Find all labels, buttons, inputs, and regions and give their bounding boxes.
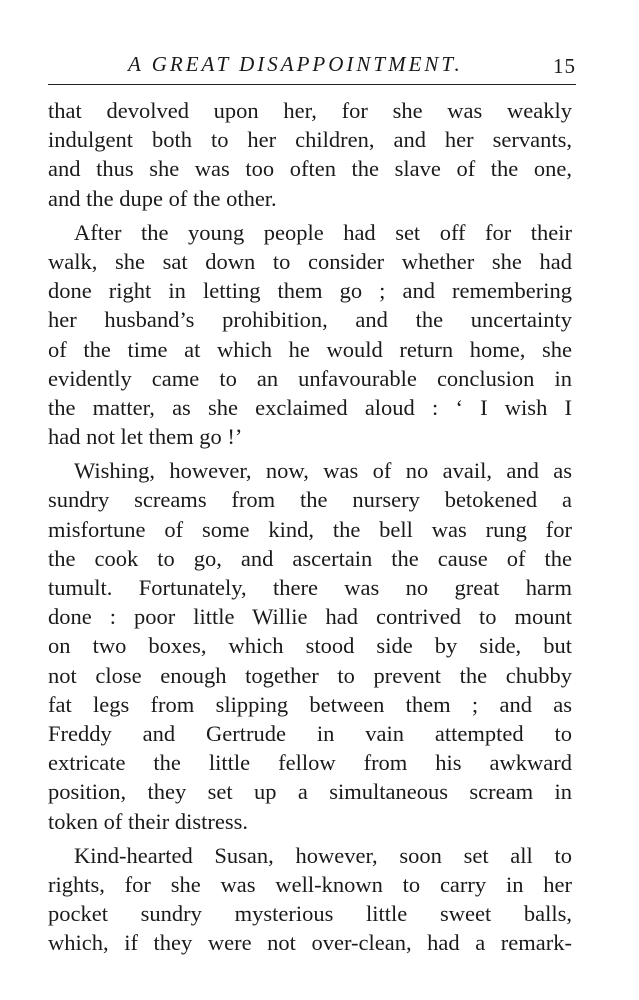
text-line: position, they set up a simultaneous scream in bbox=[48, 779, 572, 805]
text-line: her husband’s prohibition, and the uncertainty bbox=[48, 307, 572, 333]
text-line: had not let them go !’ bbox=[48, 424, 243, 450]
body-text bbox=[48, 96, 572, 957]
page-number: 15 bbox=[553, 54, 576, 78]
text-line: fat legs from slipping between them ; and as bbox=[48, 691, 572, 717]
text-line: Freddy and Gertrude in vain attempted to bbox=[48, 720, 572, 746]
text-line: After the young people had set off for their bbox=[74, 219, 572, 245]
text-line: Wishing, however, now, was of no avail, and as bbox=[74, 458, 572, 484]
text-line: which, if they were not over-clean, had a remark- bbox=[48, 930, 572, 956]
paragraph bbox=[48, 96, 572, 213]
header-rule bbox=[48, 84, 576, 85]
text-line: on two boxes, which stood side by side, but bbox=[48, 633, 572, 659]
text-line: token of their distress. bbox=[48, 808, 248, 834]
text-line: done : poor little Willie had contrived to mount bbox=[48, 604, 572, 630]
text-line: the cook to go, and ascertain the cause of the bbox=[48, 545, 572, 571]
text-line: pocket sundry mysterious little sweet balls, bbox=[48, 901, 572, 927]
text-line: evidently came to an unfavourable conclusion in bbox=[48, 365, 572, 391]
text-line: indulgent both to her children, and her servants, bbox=[48, 127, 572, 153]
text-line: and the dupe of the other. bbox=[48, 185, 277, 211]
text-line: sundry screams from the nursery betokened a bbox=[48, 487, 572, 513]
text-line: and thus she was too often the slave of the one, bbox=[48, 156, 572, 182]
text-line: not close enough together to prevent the chubby bbox=[48, 662, 572, 688]
text-line: done right in letting them go ; and remembering bbox=[48, 278, 572, 304]
text-line: walk, she sat down to consider whether she had bbox=[48, 248, 572, 274]
text-line: that devolved upon her, for she was weakly bbox=[48, 98, 572, 123]
text-line: of the time at which he would return home, she bbox=[48, 336, 572, 362]
paragraph bbox=[48, 218, 572, 452]
running-title: A GREAT DISAPPOINTMENT. bbox=[128, 52, 463, 76]
text-line: Kind-hearted Susan, however, soon set all to bbox=[74, 842, 572, 868]
text-line: rights, for she was well-known to carry in her bbox=[48, 871, 572, 897]
paragraph bbox=[48, 841, 572, 958]
running-head bbox=[48, 52, 576, 82]
text-line: extricate the little fellow from his awkward bbox=[48, 750, 572, 776]
paragraph bbox=[48, 456, 572, 835]
text-line: tumult. Fortunately, there was no great harm bbox=[48, 575, 572, 600]
text-line: the matter, as she exclaimed aloud : ‘ I wish I bbox=[48, 394, 572, 420]
text-line: misfortune of some kind, the bell was rung for bbox=[48, 516, 572, 542]
